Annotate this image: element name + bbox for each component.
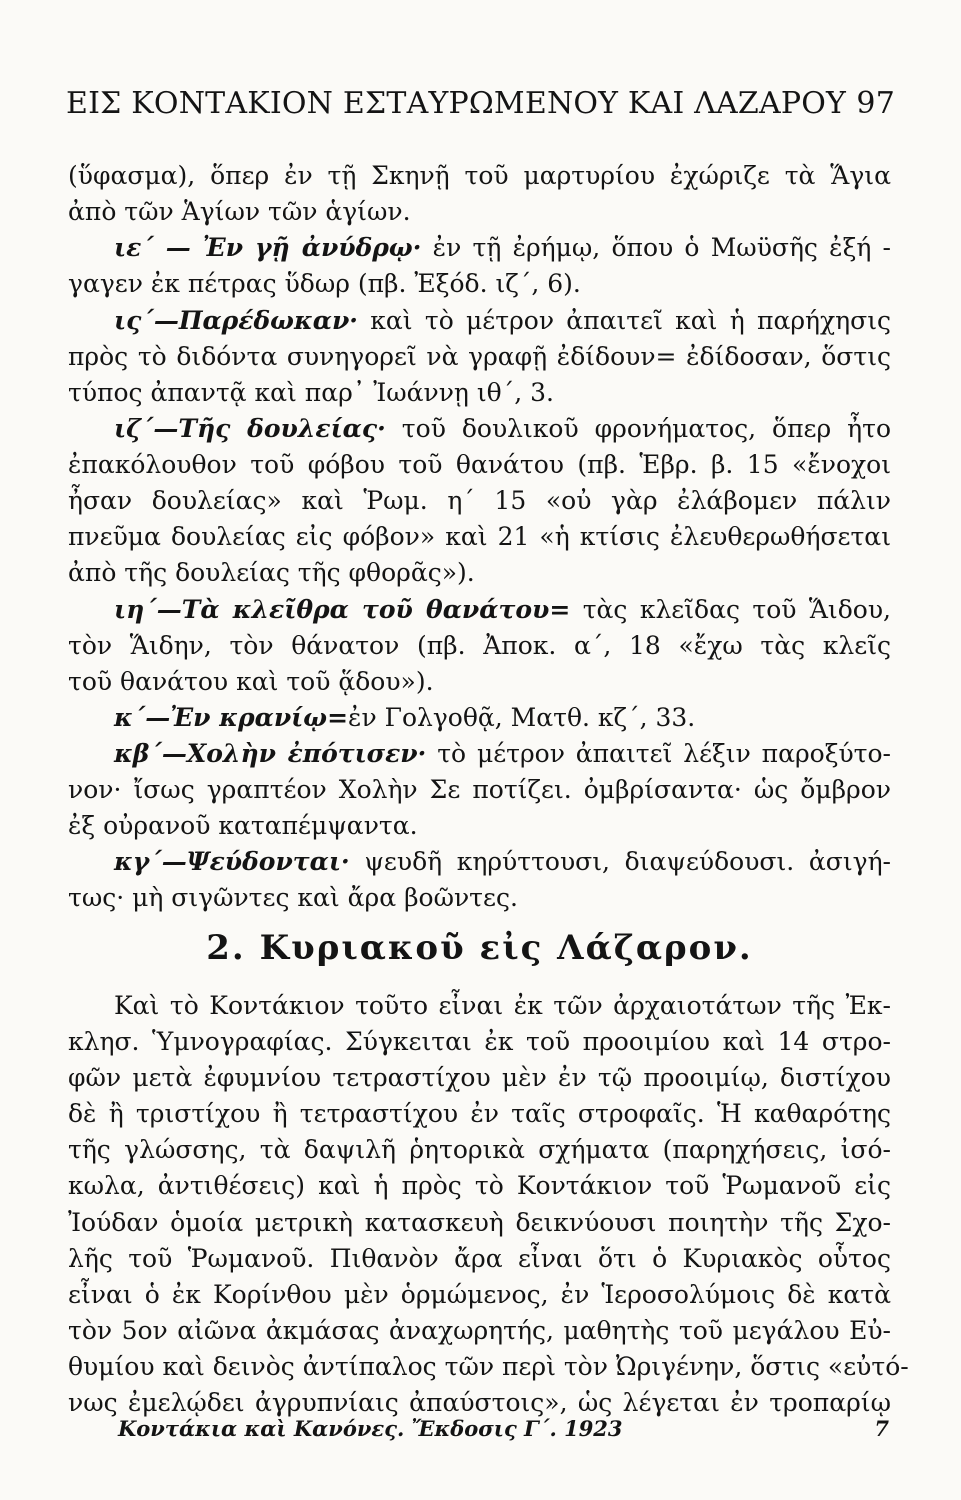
running-title: ΕΙΣ ΚΟΝΤΑΚΙΟΝ ΕΣΤΑΥΡΩΜΕΝΟΥ ΚΑΙ ΛΑΖΑΡΟΥ — [66, 86, 847, 121]
note-line: πνεῦμα δουλείας εἰς φόβον» καὶ 21 «ἡ κτίσις ἐλευθερωθήσεται — [68, 522, 891, 551]
note-line: κγ΄—Ψεύδονται· ψευδῆ κηρύττουσι, διαψεύδουσι. ἀσιγή- — [114, 847, 891, 876]
note-line: κ΄—Ἐν κρανίῳ=ἐν Γολγοθᾷ, Ματθ. κζ΄, 33. — [114, 703, 696, 732]
note-line: ἦσαν δουλείας» καὶ Ῥωμ. η΄ 15 «οὐ γὰρ ἐλάβομεν πάλιν — [68, 486, 891, 515]
section-heading: 2. Κυριακοῦ εἰς Λάζαρον. — [206, 928, 753, 968]
note-line: ἀπὸ τῆς δουλείας τῆς φθορᾶς»). — [68, 558, 475, 587]
page-footer — [118, 1416, 889, 1446]
body-line: εἶναι ὁ ἐκ Κορίνθου μὲν ὁρμώμενος, ἐν Ἱεροσολύμοις δὲ κατὰ — [68, 1280, 891, 1309]
body-line: κωλα, ἀντιθέσεις) καὶ ἡ πρὸς τὸ Κοντάκιον τοῦ Ῥωμανοῦ εἰς — [68, 1171, 891, 1200]
note-line: τύπος ἀπαντᾷ καὶ παρ᾽ Ἰωάννῃ ιθ΄, 3. — [68, 378, 554, 407]
signature-mark: 7 — [874, 1416, 889, 1441]
body-line: δὲ ἢ τριστίχου ἢ τετραστίχου ἐν ταῖς στροφαῖς. Ἡ καθαρότης — [68, 1099, 891, 1128]
body-line: λῆς τοῦ Ῥωμανοῦ. Πιθανὸν ἄρα εἶναι ὅτι ὁ Κυριακὸς οὗτος — [68, 1244, 891, 1273]
note-line: ις΄—Παρέδωκαν· καὶ τὸ μέτρον ἀπαιτεῖ καὶ ἡ παρήχησις — [114, 306, 891, 335]
note-line: ιζ΄—Τῆς δουλείας· τοῦ δουλικοῦ φρονήματος, ὅπερ ἦτο — [114, 414, 891, 443]
note-line: (ὕφασμα), ὅπερ ἐν τῇ Σκηνῇ τοῦ μαρτυρίου ἐχώριζε τὰ Ἅγια — [68, 161, 891, 190]
note-line: τως· μὴ σιγῶντες καὶ ἄρα βοῶντες. — [68, 883, 518, 912]
note-line: γαγεν ἐκ πέτρας ὕδωρ (πβ. Ἐξόδ. ιζ΄, 6). — [68, 269, 581, 298]
body-line: Ἰούδαν ὁμοία μετρικὴ κατασκευὴ δεικνύουσι ποιητὴν τῆς Σχο- — [68, 1208, 891, 1237]
note-line: ιη΄—Τὰ κλεῖθρα τοῦ θανάτου= τὰς κλεῖδας τοῦ Ἅιδου, — [114, 595, 891, 624]
body-line: τὸν 5ον αἰῶνα ἀκμάσας ἀναχωρητής, μαθητὴς τοῦ μεγάλου Εὐ- — [68, 1316, 891, 1345]
note-line: νον· ἴσως γραπτέον Χολὴν Σε ποτίζει. ὀμβρίσαντα· ὡς ὄμβρον — [68, 775, 891, 804]
note-line: πρὸς τὸ διδόντα συνηγορεῖ νὰ γραφῇ ἐδίδουν= ἐδίδοσαν, ὅστις — [68, 342, 891, 371]
body-line: Καὶ τὸ Κοντάκιον τοῦτο εἶναι ἐκ τῶν ἀρχαιοτάτων τῆς Ἐκ- — [114, 991, 891, 1020]
note-line: ιε΄ — Ἐν γῇ ἀνύδρῳ· ἐν τῇ ἐρήμῳ, ὅπου ὁ Μωϋσῆς ἐξή - — [114, 233, 891, 262]
body-line: κλησ. Ὑμνογραφίας. Σύγκειται ἐκ τοῦ προοιμίου καὶ 14 στρο- — [68, 1027, 891, 1056]
body-line: φῶν μετὰ ἐφυμνίου τετραστίχου μὲν ἐν τῷ προοιμίῳ, διστίχου — [68, 1063, 891, 1092]
page-number: 97 — [856, 86, 895, 121]
note-line: τοῦ θανάτου καὶ τοῦ ᾅδου»). — [68, 667, 434, 696]
body-line: θυμίου καὶ δεινὸς ἀντίπαλος τῶν περὶ τὸν Ὠριγένην, ὅστις «εὐτό- — [68, 1352, 909, 1381]
running-header — [66, 86, 895, 126]
body-line: νως ἐμελῴδει ἀγρυπνίαις ἀπαύστοις», ὡς λέγεται ἐν τροπαρίῳ — [68, 1388, 891, 1417]
note-line: ἐξ οὐρανοῦ καταπέμψαντα. — [68, 811, 418, 840]
note-line: τὸν Ἅιδην, τὸν θάνατον (πβ. Ἀποκ. α΄, 18 «ἔχω τὰς κλεῖς — [68, 631, 891, 660]
note-line: ἐπακόλουθον τοῦ φόβου τοῦ θανάτου (πβ. Ἑβρ. β. 15 «ἔνοχοι — [68, 450, 891, 479]
imprint: Κοντάκια καὶ Κανόνες. Ἔκδοσις Γ΄. 1923 — [118, 1416, 623, 1441]
note-line: κβ΄—Χολὴν ἐπότισεν· τὸ μέτρον ἀπαιτεῖ λέξιν παροξύτο- — [114, 739, 892, 768]
note-line: ἀπὸ τῶν Ἁγίων τῶν ἁγίων. — [68, 197, 411, 226]
body-line: τῆς γλώσσης, τὰ δαψιλῆ ῥητορικὰ σχήματα (παρηχήσεις, ἰσό- — [68, 1135, 891, 1164]
